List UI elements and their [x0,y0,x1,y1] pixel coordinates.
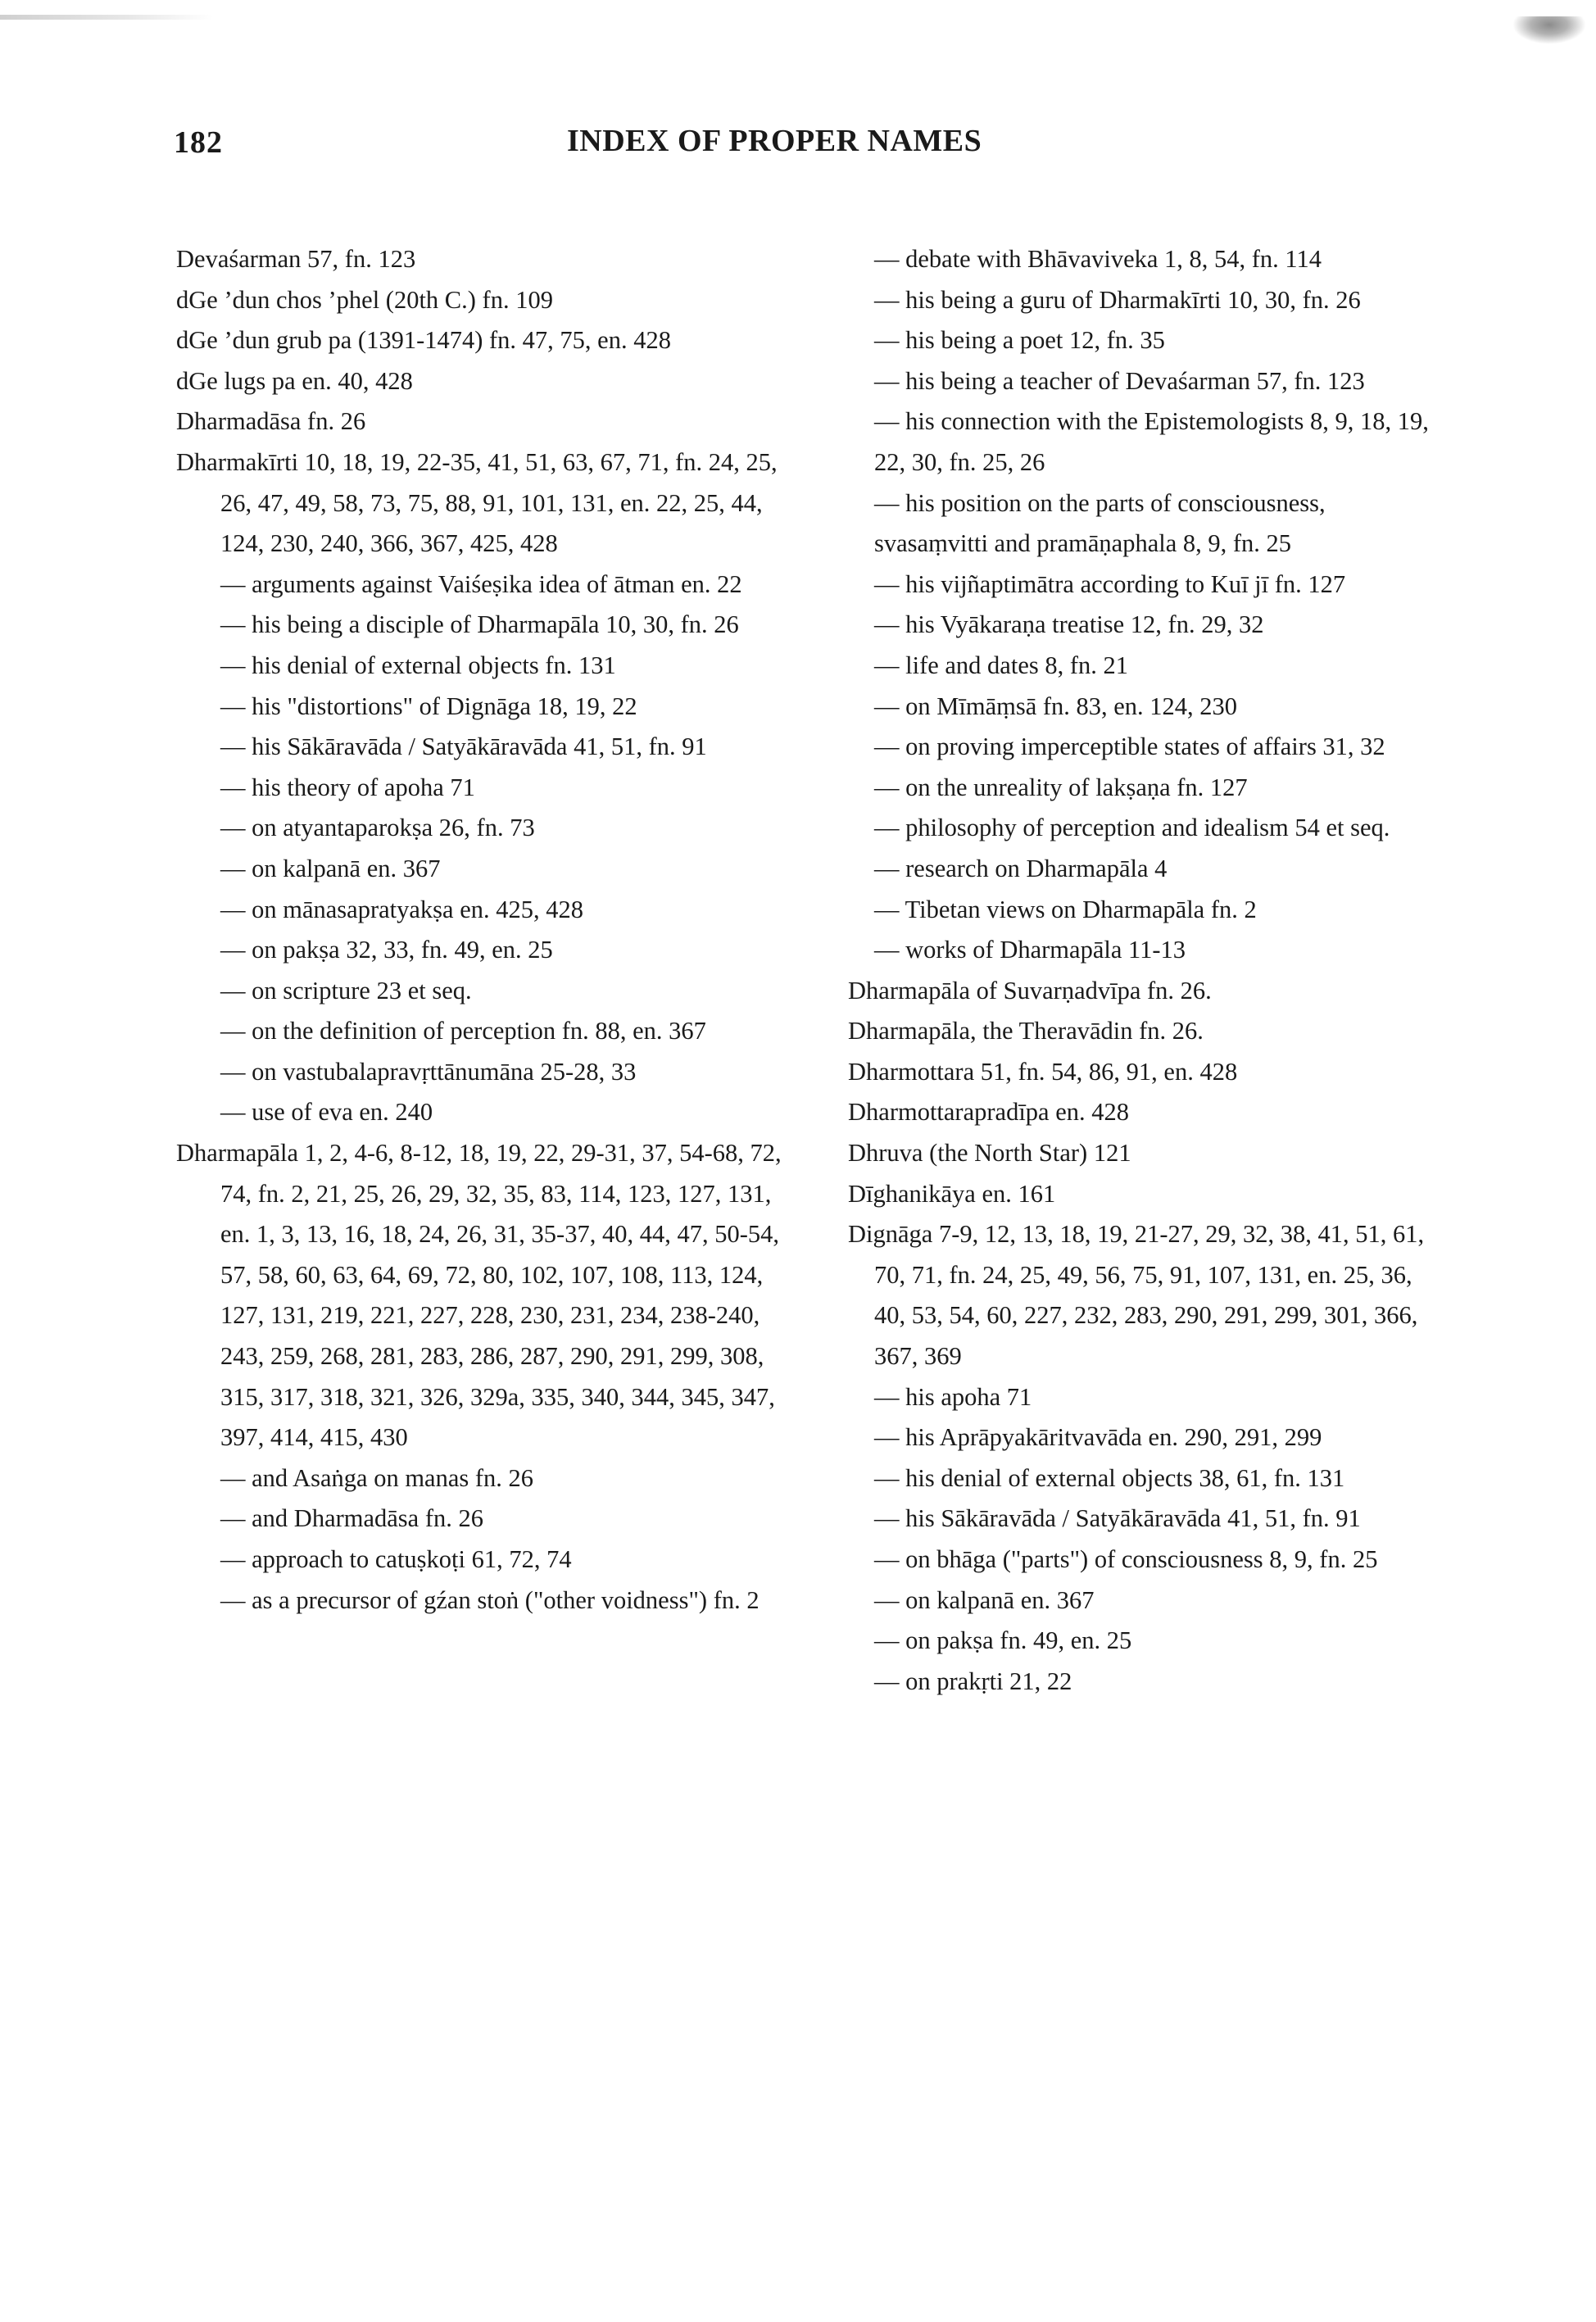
index-subentry: — his being a guru of Dharmakīrti 10, 30, fn. 26 [874,285,1361,314]
index-entry: Dharmapāla, the Theravādin fn. 26. [848,1017,1204,1045]
index-subentry: — his vijñaptimātra according to Kuī jī fn. 127 [874,569,1346,598]
index-subentry: — his denial of external objects fn. 131 [220,651,616,679]
index-subentry: — debate with Bhāvaviveka 1, 8, 54, fn. 114 [874,245,1322,273]
index-subentry: — on the unreality of lakṣaṇa fn. 127 [874,773,1248,801]
index-entry: dGe ’dun grub pa (1391-1474) fn. 47, 75, en. 428 [176,326,671,355]
index-entry: Dignāga 7-9, 12, 13, 18, 19, 21-27, 29, 32, 38, 41, 51, 61, 70, 71, fn. 24, 25, 49, 56, 75, 91, 107, 131, en. 25, 36, 40, 53, 54, 60, 227, 232, 283, 290, 291, 299, 301, 366, 367, 369 [848,1220,1425,1371]
index-subentry: — on pakṣa fn. 49, en. 25 [874,1626,1132,1655]
index-entry: dGe lugs pa en. 40, 428 [176,366,413,395]
index-subentry: — use of eva en. 240 [220,1098,433,1127]
index-subentry: — on the definition of perception fn. 88, en. 367 [220,1017,706,1045]
index-subentry: — life and dates 8, fn. 21 [874,651,1129,679]
index-subentry: — his denial of external objects 38, 61, fn. 131 [874,1463,1345,1492]
index-subentry: — research on Dharmapāla 4 [874,854,1168,882]
index-entry: dGe ’dun chos ’phel (20th C.) fn. 109 [176,285,553,314]
index-subentry: — arguments against Vaiśeṣika idea of ātman en. 22 [220,569,742,598]
index-subentry: — on atyantaparokṣa 26, fn. 73 [220,814,535,842]
index-subentry: — on pakṣa 32, 33, fn. 49, en. 25 [220,936,553,964]
index-subentry: — approach to catuṣkoṭi 61, 72, 74 [220,1545,572,1573]
index-subentry: — his connection with the Epistemologists 8, 9, 18, 19, 22, 30, fn. 25, 26 [874,407,1429,476]
page-number: 182 [174,125,223,160]
index-subentry: — his being a teacher of Devaśarman 57, fn. 123 [874,366,1365,395]
index-subentry: — philosophy of perception and idealism 54 et seq. [874,814,1390,842]
index-subentry: — his theory of apoha 71 [220,773,475,801]
index-subentry: — and Dharmadāsa fn. 26 [220,1504,483,1533]
index-entry: Dharmadāsa fn. 26 [176,407,366,436]
index-column-left [176,239,782,1621]
index-column-right [848,239,1438,1702]
index-subentry: — his Sākāravāda / Satyākāravāda 41, 51, fn. 91 [874,1504,1361,1533]
index-subentry: — his "distortions" of Dignāga 18, 19, 22 [220,692,637,720]
index-subentry: — his apoha 71 [874,1382,1032,1411]
index-subentry: — and Asaṅga on manas fn. 26 [220,1463,534,1492]
index-entry: Dharmapāla of Suvarṇadvīpa fn. 26. [848,976,1212,1005]
index-entry: Dharmapāla 1, 2, 4-6, 8-12, 18, 19, 22, 29-31, 37, 54-68, 72, 74, fn. 2, 21, 25, 26, 29, 32, 35, 83, 114, 123, 127, 131, en. 1, 3, 13, 16, 18, 24, 26, 31, 35-37, 40, 44, 47, 50-54, 57, 58, 60, 63, 64, 69, 72, 80, 102, 107, 108, 113, 124, 127, 131, 219, 221, 227, 228, 230, 231, 234, 238-240, 243, 259, 268, 281, 283, 286, 287, 290, 291, 299, 308, 315, 317, 318, 321, 326, 329a, 335, 340, 344, 345, 347, 397, 414, 415, 430 [176,1139,782,1452]
index-subentry: — his Aprāpyakāritvavāda en. 290, 291, 299 [874,1423,1322,1452]
index-entry: Dhruva (the North Star) 121 [848,1139,1131,1168]
index-entry: Dharmottara 51, fn. 54, 86, 91, en. 428 [848,1057,1238,1086]
index-subentry: — on Mīmāṃsā fn. 83, en. 124, 230 [874,692,1238,720]
index-subentry: — his Sākāravāda / Satyākāravāda 41, 51, fn. 91 [220,732,707,761]
index-subentry: — on kalpanā en. 367 [220,854,441,882]
index-subentry: — as a precursor of gźan stoṅ ("other voidness") fn. 2 [220,1585,759,1614]
index-subentry: — on proving imperceptible states of affairs 31, 32 [874,732,1385,761]
index-entry: Dharmakīrti 10, 18, 19, 22-35, 41, 51, 63, 67, 71, fn. 24, 25, 26, 47, 49, 58, 73, 75, 88, 91, 101, 131, en. 22, 25, 44, 124, 230, 240, 366, 367, 425, 428 [176,447,778,558]
index-subentry: — on kalpanā en. 367 [874,1585,1095,1614]
index-entry: Dīghanikāya en. 161 [848,1179,1056,1208]
index-subentry: — on prakṛti 21, 22 [874,1667,1072,1695]
index-entry: Devaśarman 57, fn. 123 [176,245,416,273]
index-subentry: — his being a disciple of Dharmapāla 10, 30, fn. 26 [220,610,739,639]
index-subentry: — his being a poet 12, fn. 35 [874,326,1165,355]
page-title: INDEX OF PROPER NAMES [567,124,982,158]
index-subentry: — on vastubalapravṛttānumāna 25-28, 33 [220,1057,637,1086]
index-subentry: — his Vyākaraṇa treatise 12, fn. 29, 32 [874,610,1264,639]
index-subentry: — works of Dharmapāla 11-13 [874,936,1186,964]
index-entry: Dharmottarapradīpa en. 428 [848,1098,1129,1127]
index-subentry: — Tibetan views on Dharmapāla fn. 2 [874,895,1257,923]
index-subentry: — his position on the parts of consciousness, svasaṃvitti and pramāṇaphala 8, 9, fn. 25 [874,488,1326,558]
index-subentry: — on scripture 23 et seq. [220,976,472,1005]
scan-artifact [0,15,213,20]
scan-artifact [1512,16,1586,44]
index-subentry: — on bhāga ("parts") of consciousness 8, 9, fn. 25 [874,1545,1378,1573]
index-subentry: — on mānasapratyakṣa en. 425, 428 [220,895,583,923]
